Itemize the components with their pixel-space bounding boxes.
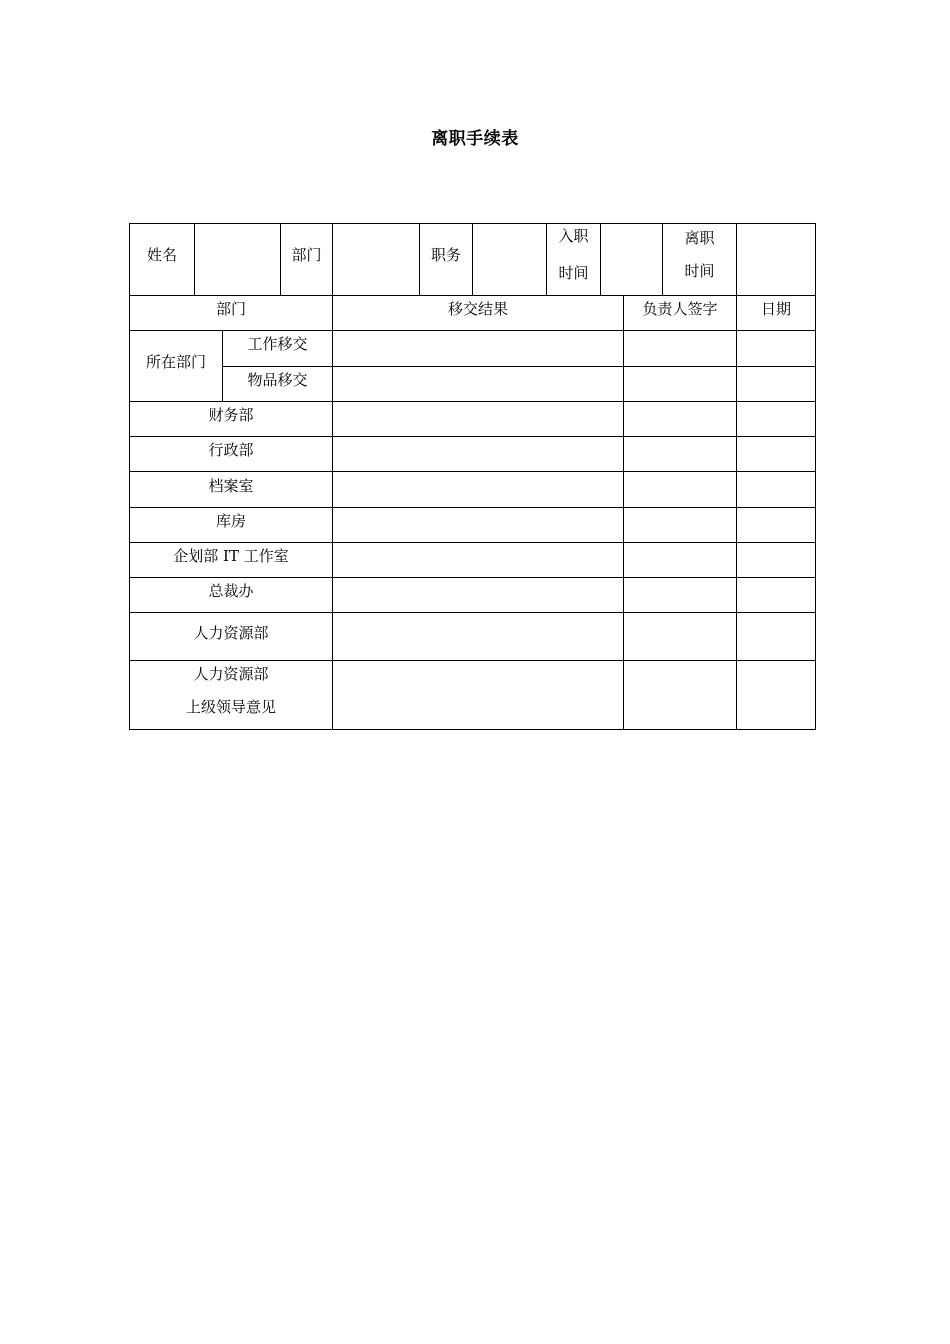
position-field[interactable] xyxy=(473,224,546,295)
signature-field[interactable] xyxy=(624,331,736,366)
date-field[interactable] xyxy=(737,543,815,577)
item-handover-label: 物品移交 xyxy=(247,371,308,389)
handover-result-field[interactable] xyxy=(333,578,623,612)
signature-field[interactable] xyxy=(624,578,736,612)
signature-field[interactable] xyxy=(624,402,736,436)
handover-result-field[interactable] xyxy=(333,437,623,471)
leave-date-label-line2: 时间 xyxy=(684,262,715,280)
table-border-bottom xyxy=(129,729,816,730)
dept-row-label: 行政部 xyxy=(208,441,254,459)
dept-row-label: 财务部 xyxy=(208,406,254,424)
dept-field[interactable] xyxy=(333,224,419,295)
hire-date-label xyxy=(547,226,600,283)
hire-date-label-line2: 时间 xyxy=(558,264,589,282)
handover-result-field[interactable] xyxy=(333,472,623,507)
date-field[interactable] xyxy=(737,508,815,542)
handover-result-field[interactable] xyxy=(333,613,623,660)
leave-date-label-line1: 离职 xyxy=(684,229,715,247)
signature-field[interactable] xyxy=(624,661,736,729)
handover-result-field[interactable] xyxy=(333,367,623,401)
date-field[interactable] xyxy=(737,331,815,366)
handover-result-field[interactable] xyxy=(333,543,623,577)
signature-field[interactable] xyxy=(624,508,736,542)
date-field[interactable] xyxy=(737,472,815,507)
name-label: 姓名 xyxy=(146,246,177,264)
handover-result-field[interactable] xyxy=(333,331,623,366)
signature-field[interactable] xyxy=(624,543,736,577)
date-field[interactable] xyxy=(737,613,815,660)
handover-result-field[interactable] xyxy=(333,402,623,436)
dept-row-label: 档案室 xyxy=(208,477,254,495)
dept-label: 部门 xyxy=(291,246,322,264)
column-header-date: 日期 xyxy=(760,300,791,318)
signature-field[interactable] xyxy=(624,367,736,401)
page-title: 离职手续表 xyxy=(431,129,519,149)
signature-field[interactable] xyxy=(624,437,736,471)
leave-date-field[interactable] xyxy=(737,224,815,295)
hire-date-label-line1: 入职 xyxy=(558,227,589,245)
hire-date-field[interactable] xyxy=(601,224,662,295)
dept-row-label: 总裁办 xyxy=(208,582,254,600)
hr-superior-label-line1: 人力资源部 xyxy=(193,665,269,683)
table-border-right xyxy=(815,223,816,730)
column-header-department: 部门 xyxy=(215,300,246,318)
handover-result-field[interactable] xyxy=(333,508,623,542)
signature-field[interactable] xyxy=(624,472,736,507)
date-field[interactable] xyxy=(737,402,815,436)
signature-field[interactable] xyxy=(624,613,736,660)
date-field[interactable] xyxy=(737,437,815,471)
hr-superior-label xyxy=(130,665,332,716)
dept-row-label: 库房 xyxy=(215,512,246,530)
column-header-signature: 负责人签字 xyxy=(642,300,718,318)
current-dept-label: 所在部门 xyxy=(145,353,206,371)
dept-row-label: 企划部 IT 工作室 xyxy=(173,547,289,565)
work-handover-label: 工作移交 xyxy=(247,335,308,353)
leave-date-label xyxy=(663,228,736,281)
hr-superior-label-line2: 上级领导意见 xyxy=(185,698,276,716)
dept-row-label: 人力资源部 xyxy=(193,624,269,642)
date-field[interactable] xyxy=(737,367,815,401)
date-field[interactable] xyxy=(737,578,815,612)
position-label: 职务 xyxy=(430,246,461,264)
name-field[interactable] xyxy=(195,224,280,295)
date-field[interactable] xyxy=(737,661,815,729)
handover-result-field[interactable] xyxy=(333,661,623,729)
column-header-handover-result: 移交结果 xyxy=(447,300,508,318)
